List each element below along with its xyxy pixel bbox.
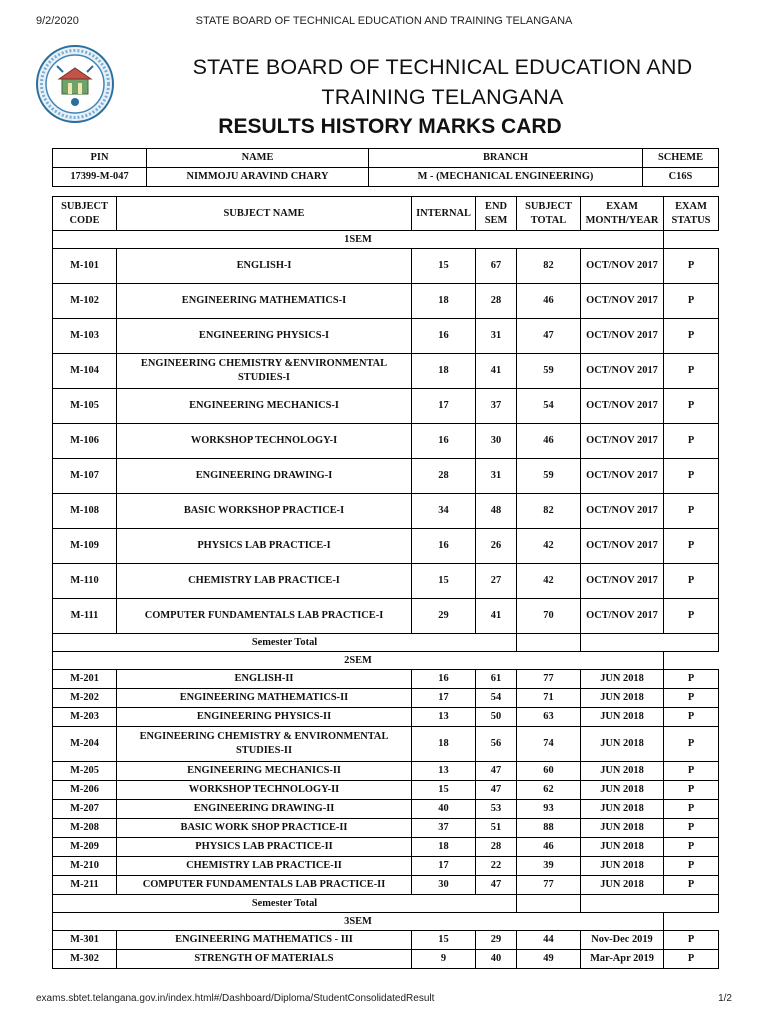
end-sem-marks: 61: [476, 670, 517, 689]
semester-total-row: [53, 895, 719, 913]
semester-label: 1SEM: [53, 231, 664, 249]
exam-status: P: [664, 708, 719, 727]
subject-code: M-208: [53, 819, 117, 838]
subject-code: M-207: [53, 800, 117, 819]
end-sem-marks: 41: [476, 354, 517, 389]
internal-marks: 9: [412, 950, 476, 969]
exam-month-year: OCT/NOV 2017: [581, 284, 664, 319]
subject-header: SUBJECT NAME: [117, 197, 412, 231]
end-sem-marks: 47: [476, 876, 517, 895]
subject-code: M-302: [53, 950, 117, 969]
subject-code: M-107: [53, 459, 117, 494]
table-row: [53, 727, 719, 762]
exam-status: P: [664, 876, 719, 895]
internal-marks: 16: [412, 529, 476, 564]
subject-name: STRENGTH OF MATERIALS: [117, 950, 412, 969]
exam-status: P: [664, 424, 719, 459]
subject-total: 82: [517, 249, 581, 284]
semester-spacer: [664, 652, 719, 670]
end-sem-marks: 27: [476, 564, 517, 599]
table-row: [53, 800, 719, 819]
subject-total: 42: [517, 564, 581, 599]
subject-name: ENGINEERING MATHEMATICS-II: [117, 689, 412, 708]
subject-name: WORKSHOP TECHNOLOGY-II: [117, 781, 412, 800]
subject-code: M-204: [53, 727, 117, 762]
internal-marks: 15: [412, 249, 476, 284]
table-row: [53, 494, 719, 529]
subject-code: M-202: [53, 689, 117, 708]
internal-marks: 15: [412, 564, 476, 599]
table-row: [53, 599, 719, 634]
org-title: [175, 52, 710, 112]
semester-total-label: Semester Total: [53, 634, 517, 652]
subject-name: PHYSICS LAB PRACTICE-II: [117, 838, 412, 857]
exam-status: P: [664, 762, 719, 781]
exam-status: P: [664, 249, 719, 284]
table-row: [53, 931, 719, 950]
subject-total: 59: [517, 354, 581, 389]
end-sem-marks: 26: [476, 529, 517, 564]
internal-marks: 18: [412, 284, 476, 319]
table-row: [53, 529, 719, 564]
internal-marks: 34: [412, 494, 476, 529]
subject-code: M-203: [53, 708, 117, 727]
table-row: [53, 459, 719, 494]
exam-month-year: JUN 2018: [581, 800, 664, 819]
subject-code: M-111: [53, 599, 117, 634]
end-sem-marks: 40: [476, 950, 517, 969]
internal-marks: 18: [412, 727, 476, 762]
table-row: [53, 781, 719, 800]
subject-total: 82: [517, 494, 581, 529]
internal-marks: 15: [412, 781, 476, 800]
subject-name: ENGLISH-II: [117, 670, 412, 689]
exam-header: EXAM MONTH/YEAR: [581, 197, 664, 231]
exam-month-year: JUN 2018: [581, 781, 664, 800]
semester-spacer: [664, 913, 719, 931]
name-header: NAME: [147, 149, 369, 168]
end-sem-marks: 31: [476, 319, 517, 354]
subject-code: M-206: [53, 781, 117, 800]
exam-month-year: OCT/NOV 2017: [581, 599, 664, 634]
internal-marks: 28: [412, 459, 476, 494]
pin-header: PIN: [53, 149, 147, 168]
subject-name: ENGINEERING MECHANICS-I: [117, 389, 412, 424]
marks-header-row: [53, 197, 719, 231]
subject-name: ENGINEERING DRAWING-II: [117, 800, 412, 819]
exam-status: P: [664, 800, 719, 819]
page-url: exams.sbtet.telangana.gov.in/index.html#/Dashboard/Diploma/StudentConsolidatedResult: [36, 993, 435, 1004]
table-row: [53, 284, 719, 319]
semester-row: [53, 652, 719, 670]
subject-total: 44: [517, 931, 581, 950]
subject-code: M-106: [53, 424, 117, 459]
exam-status: P: [664, 389, 719, 424]
exam-month-year: JUN 2018: [581, 876, 664, 895]
student-info-table: [52, 148, 719, 187]
subject-code: M-210: [53, 857, 117, 876]
branch-header: BRANCH: [369, 149, 643, 168]
end-sem-marks: 30: [476, 424, 517, 459]
subject-name: ENGINEERING PHYSICS-I: [117, 319, 412, 354]
subject-code: M-301: [53, 931, 117, 950]
exam-month-year: JUN 2018: [581, 819, 664, 838]
total-header: SUBJECT TOTAL: [517, 197, 581, 231]
end-sem-marks: 53: [476, 800, 517, 819]
exam-status: P: [664, 931, 719, 950]
subject-total: 46: [517, 838, 581, 857]
internal-marks: 17: [412, 689, 476, 708]
exam-status: P: [664, 781, 719, 800]
internal-marks: 40: [412, 800, 476, 819]
subject-total: 77: [517, 670, 581, 689]
exam-month-year: OCT/NOV 2017: [581, 389, 664, 424]
sbtet-seal-icon: [35, 44, 115, 124]
table-row: [53, 762, 719, 781]
subject-name: ENGINEERING MECHANICS-II: [117, 762, 412, 781]
table-row: [53, 708, 719, 727]
internal-marks: 13: [412, 708, 476, 727]
card-title: RESULTS HISTORY MARKS CARD: [218, 115, 562, 138]
table-row: [53, 689, 719, 708]
semester-label: 3SEM: [53, 913, 664, 931]
subject-code: M-211: [53, 876, 117, 895]
subject-code: M-205: [53, 762, 117, 781]
subject-name: BASIC WORKSHOP PRACTICE-I: [117, 494, 412, 529]
semester-total-value: [517, 634, 581, 652]
exam-month-year: OCT/NOV 2017: [581, 424, 664, 459]
internal-marks: 16: [412, 670, 476, 689]
end-sem-marks: 28: [476, 284, 517, 319]
end-sem-marks: 47: [476, 762, 517, 781]
subject-total: 59: [517, 459, 581, 494]
subject-code: M-201: [53, 670, 117, 689]
org-title-line2: TRAINING TELANGANA: [321, 85, 564, 109]
subject-name: COMPUTER FUNDAMENTALS LAB PRACTICE-II: [117, 876, 412, 895]
subject-name: ENGINEERING MATHEMATICS - III: [117, 931, 412, 950]
exam-month-year: OCT/NOV 2017: [581, 494, 664, 529]
subject-total: 54: [517, 389, 581, 424]
exam-month-year: JUN 2018: [581, 857, 664, 876]
table-row: [53, 249, 719, 284]
internal-marks: 30: [412, 876, 476, 895]
marks-table: [52, 196, 719, 969]
table-row: [53, 389, 719, 424]
end-sem-header: END SEM: [476, 197, 517, 231]
semester-row: [53, 231, 719, 249]
exam-month-year: JUN 2018: [581, 762, 664, 781]
table-row: [53, 564, 719, 599]
exam-status: P: [664, 284, 719, 319]
org-title-line1: STATE BOARD OF TECHNICAL EDUCATION AND: [192, 55, 693, 79]
subject-name: ENGINEERING DRAWING-I: [117, 459, 412, 494]
subject-total: 71: [517, 689, 581, 708]
end-sem-marks: 51: [476, 819, 517, 838]
table-row: [53, 354, 719, 389]
exam-status: P: [664, 319, 719, 354]
exam-month-year: Nov-Dec 2019: [581, 931, 664, 950]
end-sem-marks: 54: [476, 689, 517, 708]
end-sem-marks: 41: [476, 599, 517, 634]
table-row: [53, 424, 719, 459]
end-sem-marks: 28: [476, 838, 517, 857]
branch-value: M - (MECHANICAL ENGINEERING): [369, 168, 643, 187]
internal-marks: 16: [412, 319, 476, 354]
exam-month-year: OCT/NOV 2017: [581, 564, 664, 599]
subject-code: M-108: [53, 494, 117, 529]
exam-month-year: JUN 2018: [581, 670, 664, 689]
subject-code: M-101: [53, 249, 117, 284]
exam-status: P: [664, 819, 719, 838]
semester-total-row: [53, 634, 719, 652]
subject-name: ENGINEERING CHEMISTRY & ENVIRONMENTAL STUDIES-II: [117, 727, 412, 762]
subject-code: M-209: [53, 838, 117, 857]
subject-name: CHEMISTRY LAB PRACTICE-I: [117, 564, 412, 599]
exam-status: P: [664, 494, 719, 529]
end-sem-marks: 67: [476, 249, 517, 284]
exam-month-year: JUN 2018: [581, 708, 664, 727]
internal-marks: 18: [412, 838, 476, 857]
exam-status: P: [664, 459, 719, 494]
end-sem-marks: 37: [476, 389, 517, 424]
pin-value: 17399-M-047: [53, 168, 147, 187]
exam-month-year: OCT/NOV 2017: [581, 529, 664, 564]
semester-total-blank: [581, 634, 719, 652]
end-sem-marks: 31: [476, 459, 517, 494]
internal-marks: 29: [412, 599, 476, 634]
marks-body: [53, 231, 719, 969]
exam-month-year: OCT/NOV 2017: [581, 319, 664, 354]
table-row: [53, 838, 719, 857]
internal-marks: 17: [412, 389, 476, 424]
subject-code: M-102: [53, 284, 117, 319]
exam-status: P: [664, 950, 719, 969]
subject-name: ENGINEERING MATHEMATICS-I: [117, 284, 412, 319]
exam-month-year: Mar-Apr 2019: [581, 950, 664, 969]
semester-total-label: Semester Total: [53, 895, 517, 913]
scheme-header: SCHEME: [643, 149, 719, 168]
subject-code: M-103: [53, 319, 117, 354]
exam-status: P: [664, 564, 719, 599]
semester-spacer: [664, 231, 719, 249]
table-row: [53, 857, 719, 876]
subject-name: COMPUTER FUNDAMENTALS LAB PRACTICE-I: [117, 599, 412, 634]
exam-month-year: OCT/NOV 2017: [581, 249, 664, 284]
exam-status: P: [664, 689, 719, 708]
subject-name: WORKSHOP TECHNOLOGY-I: [117, 424, 412, 459]
subject-total: 63: [517, 708, 581, 727]
exam-status: P: [664, 529, 719, 564]
subject-name: ENGINEERING PHYSICS-II: [117, 708, 412, 727]
subject-total: 62: [517, 781, 581, 800]
exam-status: P: [664, 857, 719, 876]
semester-total-blank: [581, 895, 719, 913]
end-sem-marks: 29: [476, 931, 517, 950]
subject-total: 46: [517, 284, 581, 319]
internal-marks: 13: [412, 762, 476, 781]
internal-marks: 17: [412, 857, 476, 876]
subject-total: 42: [517, 529, 581, 564]
table-row: [53, 670, 719, 689]
subject-name: BASIC WORK SHOP PRACTICE-II: [117, 819, 412, 838]
print-title: STATE BOARD OF TECHNICAL EDUCATION AND TRAINING TELANGANA: [195, 15, 573, 27]
subject-total: 93: [517, 800, 581, 819]
subject-total: 88: [517, 819, 581, 838]
semester-total-value: [517, 895, 581, 913]
subject-total: 70: [517, 599, 581, 634]
subject-name: PHYSICS LAB PRACTICE-I: [117, 529, 412, 564]
exam-month-year: OCT/NOV 2017: [581, 459, 664, 494]
subject-total: 39: [517, 857, 581, 876]
exam-status: P: [664, 599, 719, 634]
exam-month-year: OCT/NOV 2017: [581, 354, 664, 389]
subject-total: 60: [517, 762, 581, 781]
subject-code: M-104: [53, 354, 117, 389]
subject-total: 47: [517, 319, 581, 354]
end-sem-marks: 56: [476, 727, 517, 762]
internal-marks: 37: [412, 819, 476, 838]
exam-status: P: [664, 670, 719, 689]
semester-row: [53, 913, 719, 931]
internal-marks: 18: [412, 354, 476, 389]
subject-code: M-105: [53, 389, 117, 424]
end-sem-marks: 47: [476, 781, 517, 800]
table-row: [53, 819, 719, 838]
scheme-value: C16S: [643, 168, 719, 187]
status-header: EXAM STATUS: [664, 197, 719, 231]
subject-total: 49: [517, 950, 581, 969]
table-row: [53, 950, 719, 969]
internal-header: INTERNAL: [412, 197, 476, 231]
end-sem-marks: 48: [476, 494, 517, 529]
exam-status: P: [664, 354, 719, 389]
subject-code: M-110: [53, 564, 117, 599]
semester-label: 2SEM: [53, 652, 664, 670]
name-value: NIMMOJU ARAVIND CHARY: [147, 168, 369, 187]
student-info-header-row: [53, 149, 719, 168]
subject-code: M-109: [53, 529, 117, 564]
subject-total: 46: [517, 424, 581, 459]
subject-name: CHEMISTRY LAB PRACTICE-II: [117, 857, 412, 876]
code-header: SUBJECT CODE: [53, 197, 117, 231]
end-sem-marks: 22: [476, 857, 517, 876]
internal-marks: 16: [412, 424, 476, 459]
subject-name: ENGLISH-I: [117, 249, 412, 284]
exam-month-year: JUN 2018: [581, 838, 664, 857]
subject-total: 77: [517, 876, 581, 895]
print-date: 9/2/2020: [36, 15, 79, 27]
subject-name: ENGINEERING CHEMISTRY &ENVIRONMENTAL STUDIES-I: [117, 354, 412, 389]
table-row: [53, 876, 719, 895]
exam-month-year: JUN 2018: [581, 727, 664, 762]
page-number: 1/2: [718, 993, 732, 1004]
internal-marks: 15: [412, 931, 476, 950]
student-info-value-row: [53, 168, 719, 187]
exam-status: P: [664, 838, 719, 857]
exam-status: P: [664, 727, 719, 762]
subject-total: 74: [517, 727, 581, 762]
table-row: [53, 319, 719, 354]
exam-month-year: JUN 2018: [581, 689, 664, 708]
end-sem-marks: 50: [476, 708, 517, 727]
